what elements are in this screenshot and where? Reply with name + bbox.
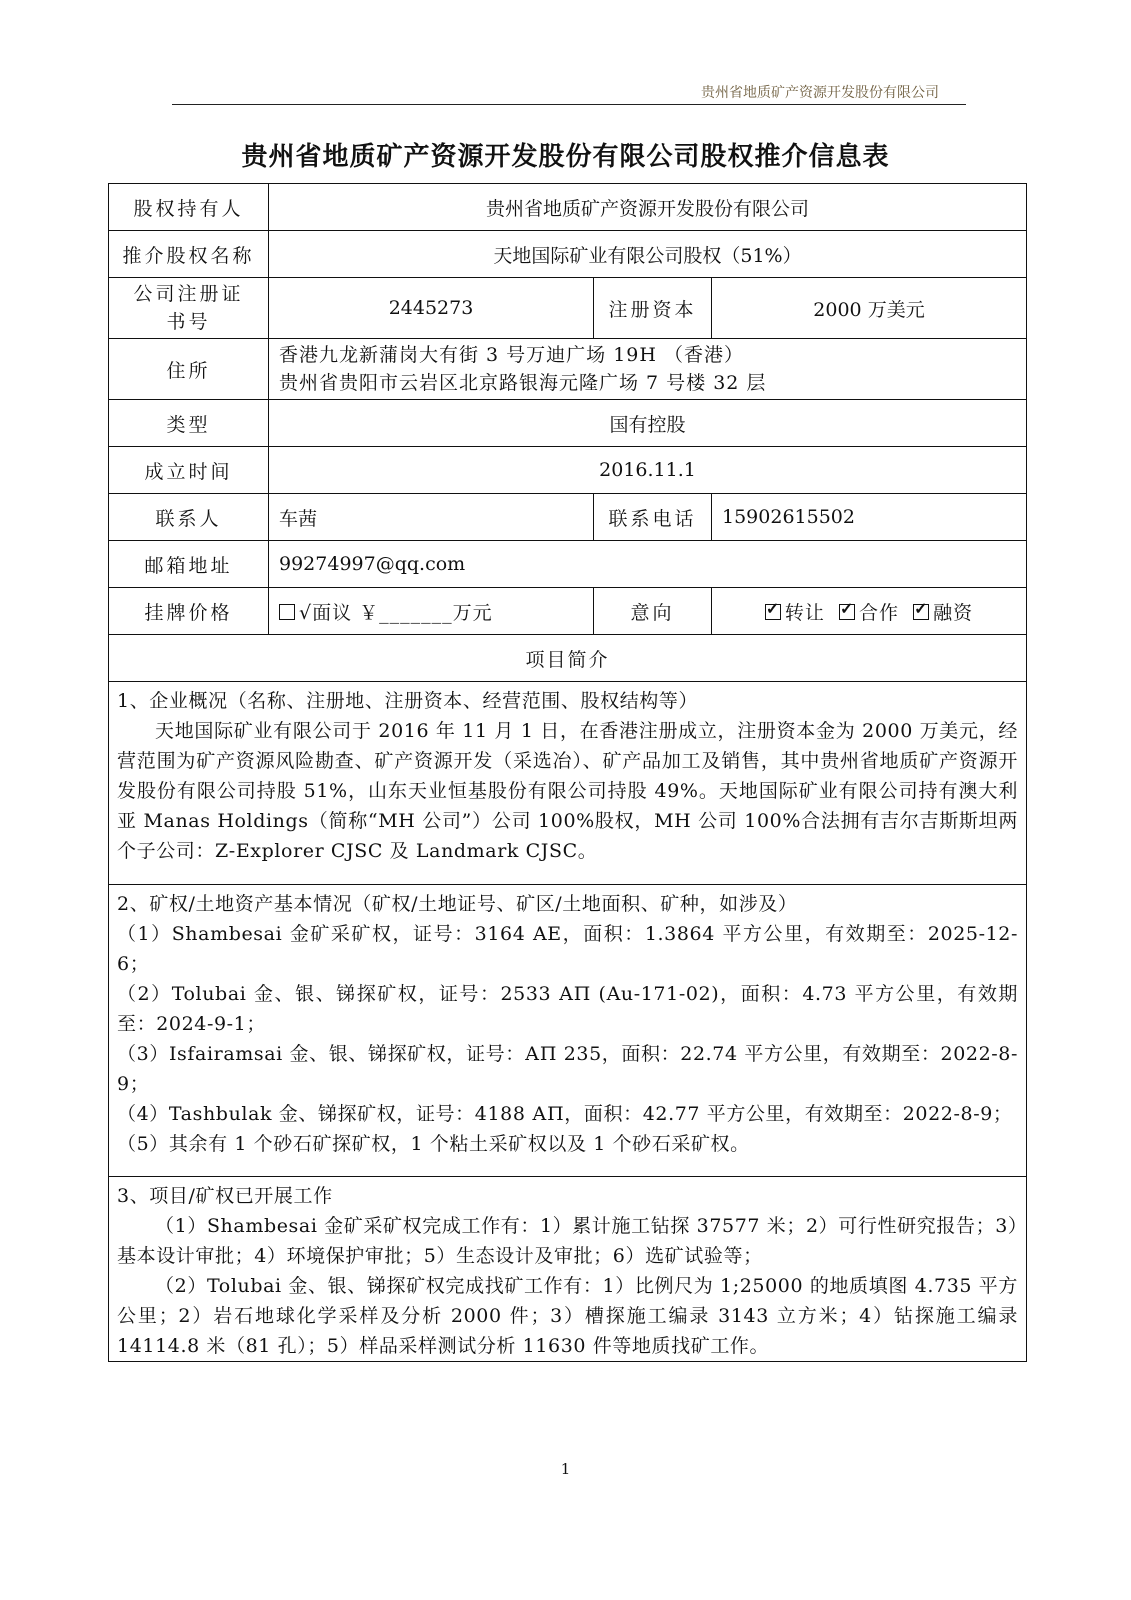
section-3-title: 3、项目/矿权已开展工作 [117, 1185, 333, 1207]
table-row-section-1 [109, 682, 1027, 885]
price-text: √面议 ￥_______万元 [299, 601, 493, 624]
table-row-holder [109, 184, 1027, 231]
table-row-project-heading [109, 635, 1027, 682]
section-work-done [109, 1177, 1027, 1362]
section-2-item: （5）其余有 1 个砂石矿探矿权，1 个粘土采矿权以及 1 个砂石采矿权。 [117, 1133, 750, 1155]
section-2-item: （2）Tolubai 金、银、锑探矿权，证号：2533 АП (Au-171-02)，面积：4.73 平方公里，有效期至：2024-9-1； [117, 983, 1018, 1035]
reg-no-value: 2445273 [269, 278, 594, 339]
email-value: 99274997@qq.com [269, 541, 1027, 588]
price-checkbox-icon [279, 604, 295, 620]
phone-value: 15902615502 [712, 494, 1027, 541]
table-row-type [109, 400, 1027, 447]
contact-label: 联系人 [109, 494, 269, 541]
contact-value: 车茜 [269, 494, 594, 541]
address-line-1: 香港九龙新蒲岗大有街 3 号万迪广场 19H （香港） [279, 344, 744, 366]
type-value: 国有控股 [269, 400, 1027, 447]
address-value [269, 339, 1027, 400]
header-company-name: 贵州省地质矿产资源开发股份有限公司 [701, 85, 939, 101]
founded-label: 成立时间 [109, 447, 269, 494]
table-row-email [109, 541, 1027, 588]
intent-option-cooperation: 合作 [858, 601, 899, 624]
page-title: 贵州省地质矿产资源开发股份有限公司股权推介信息表 [241, 142, 890, 172]
checked-box-icon [839, 604, 855, 620]
checked-box-icon [765, 604, 781, 620]
reg-capital-label: 注册资本 [594, 278, 712, 339]
table-row-section-2 [109, 885, 1027, 1177]
section-3-item: （2）Tolubai 金、银、锑探矿权完成找矿工作有：1）比例尺为 1;25000 的地质填图 4.735 平方公里；2）岩石地球化学采样及分析 2000 件；3）槽探施工编录 3143 立方米；4）钻探施工编录 14114.8 米（81 孔）；5）样品采样测试分析 11630 件等地质找矿工作。 [117, 1275, 1018, 1357]
founded-value: 2016.11.1 [269, 447, 1027, 494]
checked-box-icon [913, 604, 929, 620]
section-1-title: 1、企业概况（名称、注册地、注册资本、经营范围、股权结构等） [117, 690, 699, 712]
reg-capital-value: 2000 万美元 [712, 278, 1027, 339]
table-row-price [109, 588, 1027, 635]
header-divider [172, 104, 966, 105]
section-mining-rights [109, 885, 1027, 1177]
table-row-section-3 [109, 1177, 1027, 1362]
price-label: 挂牌价格 [109, 588, 269, 635]
section-2-item: （1）Shambesai 金矿采矿权，证号：3164 AE，面积：1.3864 平方公里，有效期至：2025-12-6； [117, 923, 1018, 975]
intent-options [712, 588, 1027, 635]
intent-option-transfer: 转让 [784, 601, 825, 624]
section-1-body: 天地国际矿业有限公司于 2016 年 11 月 1 日，在香港注册成立，注册资本金为 2000 万美元，经营范围为矿产资源风险勘查、矿产资源开发（采选冶）、矿产品加工及销售，其中贵州省地质矿产资源开发股份有限公司持股 51%，山东天业恒基股份有限公司持股 49%。天地国际矿业有限公司持有澳大利亚 Manas Holdings（简称“MH 公司”）公司 100%股权，MH 公司 100%合法拥有吉尔吉斯斯坦两个子公司：Z-Explorer CJSC 及 Landmark CJSC。 [117, 720, 1018, 862]
equity-name-value: 天地国际矿业有限公司股权（51%） [269, 231, 1027, 278]
section-2-title: 2、矿权/土地资产基本情况（矿权/土地证号、矿区/土地面积、矿种，如涉及） [117, 893, 798, 915]
type-label: 类型 [109, 400, 269, 447]
section-3-item: （1）Shambesai 金矿采矿权完成工作有：1）累计施工钻探 37577 米；2）可行性研究报告；3）基本设计审批；4）环境保护审批；5）生态设计及审批；6）选矿试验等； [117, 1215, 1018, 1267]
intent-option-financing: 融资 [933, 601, 974, 624]
price-value [269, 588, 594, 635]
table-row-contact [109, 494, 1027, 541]
address-line-2: 贵州省贵阳市云岩区北京路银海元隆广场 7 号楼 32 层 [279, 372, 767, 394]
page-number: 1 [560, 1460, 571, 1478]
intent-label: 意向 [594, 588, 712, 635]
equity-info-table [108, 183, 1027, 1362]
table-row-address [109, 339, 1027, 400]
section-company-overview [109, 682, 1027, 885]
holder-label: 股权持有人 [109, 184, 269, 231]
phone-label: 联系电话 [594, 494, 712, 541]
table-row-registration [109, 278, 1027, 339]
holder-value: 贵州省地质矿产资源开发股份有限公司 [269, 184, 1027, 231]
reg-no-label: 公司注册证书号 [109, 278, 269, 339]
project-heading: 项目简介 [109, 635, 1027, 682]
section-2-item: （3）Isfairamsai 金、银、锑探矿权，证号：АП 235，面积：22.74 平方公里，有效期至：2022-8-9； [117, 1043, 1018, 1095]
table-row-equity-name [109, 231, 1027, 278]
email-label: 邮箱地址 [109, 541, 269, 588]
table-row-founded [109, 447, 1027, 494]
equity-name-label: 推介股权名称 [109, 231, 269, 278]
address-label: 住所 [109, 339, 269, 400]
section-2-item: （4）Tashbulak 金、锑探矿权，证号：4188 АП，面积：42.77 平方公里，有效期至：2022-8-9； [117, 1103, 1013, 1125]
